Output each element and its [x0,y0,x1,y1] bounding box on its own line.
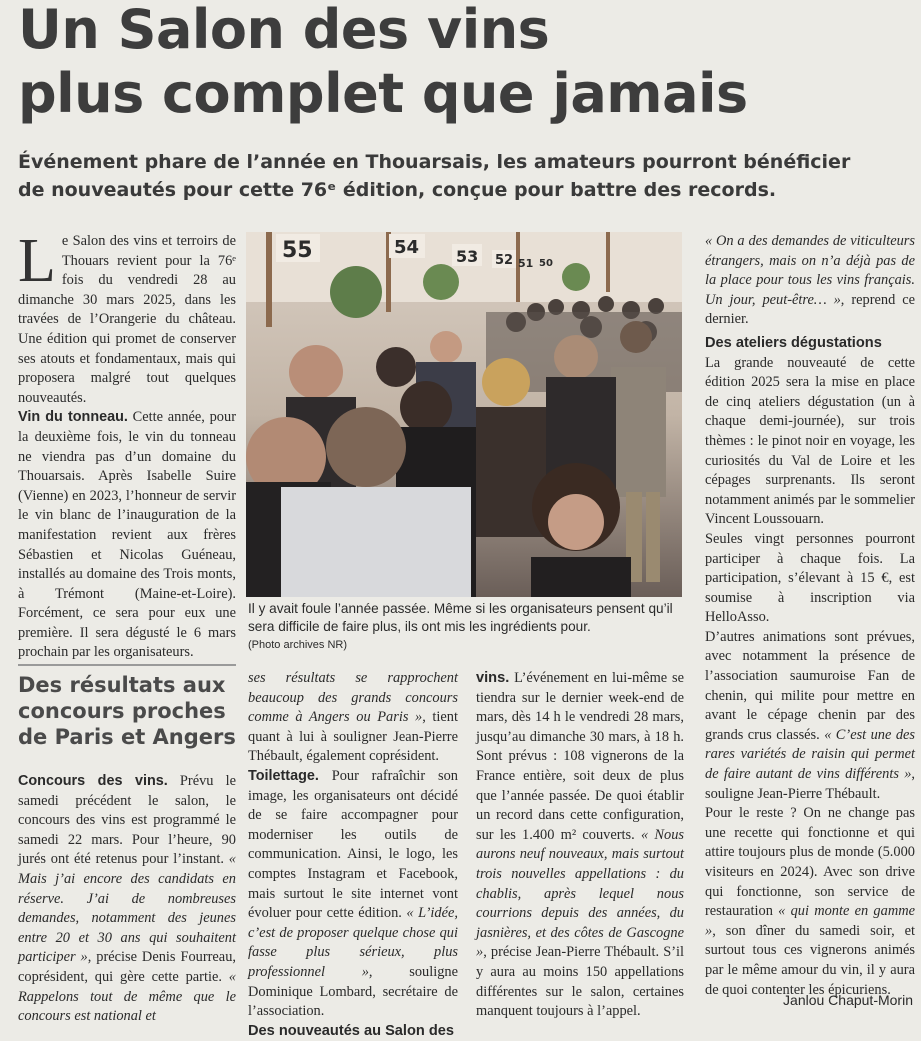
article-standfirst [18,148,908,204]
stand-number-51: 51 [518,257,534,270]
column-1-bottom [18,772,236,1027]
stand-number-55: 55 [282,238,313,263]
caption-text: Il y avait foule l’année passée. Même si les organisateurs pensent qu’il sera difficile de faire plus, ils ont mis les ingrédients pour. [248,601,673,634]
subhead-vins: vins. [476,670,510,686]
standfirst-line-1: Événement phare de l’année en Thouarsais, les amateurs pourront bénéficier [18,151,851,173]
lead-toilettage: Toilettage. [248,767,319,784]
column-4 [705,232,915,1000]
ateliers-paragraph: La grande nouveauté de cette édition 2025 sera la mise en place de cinq ateliers dégustation (un à chaque demi-journée), sur trois thèmes : le pinot noir en voyage, les curiosités du Val de Loire et les cépages surprenants. Ils seront notamment animés par le sommelier Vincent Loussouarn. [705,354,915,528]
column-3-bottom [476,669,684,1022]
reste-paragraph: Pour le reste ? On ne change pas une recette qui fonctionne et qui attire toujours plus de monde (5.000 visiteurs en 2024). Avec son drive qui fonctionne, son service de restauration « qui monte en gamme », son dîner du samedi soir, et surtout tous ces vignerons animés par le même amour du vin, il y aura de quoi contenter les épicuriens. [705,805,915,998]
photo-credit: (Photo archives NR) [248,639,348,651]
author-byline: Janlou Chaput-Morin [783,992,913,1008]
demandes-paragraph: « On a des demandes de viticulteurs étrangers, mais on n’a déjà pas de la place pour tous les vins français. Un jour, peut-être… », reprend ce dernier. [705,233,915,328]
headline-line-2: plus complet que jamais [18,62,748,125]
section-heading: Des résultats aux concours proches de Paris et Angers [18,673,236,749]
lead-concours-des-vins: Concours des vins. [18,773,168,789]
photo-caption [248,600,688,654]
evenement-paragraph: vins. L’événement en lui-même se tiendra sur le dernier week-end de mars, dès 14 h le vendredi 28 mars, jusqu’au dimanche 30 mars, à 18 h. Sont prévus : 108 vignerons de la France entière, soit deux de plus que l’année passée. De quoi établir un record dans cette configuration, sur les 1.400 m² couverts. « Nous aurons neuf nouveaux, mais surtout trois nouvelles appellations : du chablis, après lequel nous courrions depuis des années, du jasnières, et des côtes de Gascogne », précise Jean-Pierre Thébault. S’il y aura au moins 150 appellations différentes sur le salon, certaines manquent toujours à l’appel. [476,670,684,1020]
section-divider [18,664,236,666]
participation-paragraph: Seules vingt personnes pourront participer à chaque fois. La participation, s’élevant à 15 €, est soumise à inscription via HelloAsso. [705,530,915,626]
subhead-ateliers: Des ateliers dégustations [705,334,882,351]
stand-number-50: 50 [539,258,553,269]
article-headline [18,0,918,126]
column-1-top [18,227,236,663]
stand-number-53: 53 [456,247,479,266]
drop-cap: L [18,227,56,295]
column-2-bottom [248,669,458,1041]
resultats-paragraph: ses résultats se rapprochent beaucoup des grands concours comme à Angers ou Paris », tient quant à lui à souligner Jean-Pierre Thébault, également coprésident. [248,670,458,765]
lead-vin-du-tonneau: Vin du tonneau. [18,409,128,426]
concours-paragraph: Concours des vins. Prévu le samedi précédent le salon, le concours des vins est programmé le samedi 22 mars. Pour l’heure, 90 jurés ont été retenus pour l’instant. « Mais j’ai encore des candidats en réserve. J’ai de nombreuses demandes, notamment des jeunes entre 20 et 30 ans qui souhaitent participer », précise Denis Fourreau, coprésident, qui gère cette partie. « Rappelons tout de même que le concours est national et [18,773,236,1025]
subhead-nouveautes: Des nouveautés au Salon des [248,1022,455,1039]
intro-paragraph: Le Salon des vins et terroirs de Thouars revient pour la 76ᵉ fois du vendredi 28 au dimanche 30 mars 2025, dans les travées de l’Orangerie du château. Une édition qui promet de conserver ses atouts et fondamentaux, mais qui proposera malgré tout quelques nouveautés. [18,227,236,406]
toilettage-paragraph: Toilettage. Pour rafraîchir son image, les organisateurs ont décidé de se faire accompagner pour moderniser les outils de communication. Ainsi, le logo, les comptes Instagram et Facebook, mais surtout le site internet vont évoluer pour cette édition. « L’idée, c’est de proposer quelque chose qui fasse plus sérieux, plus professionnel », souligne Dominique Lombard, secrétaire de l’association. [248,767,458,1020]
standfirst-line-2: de nouveautés pour cette 76ᵉ édition, conçue pour battre des records. [18,179,777,201]
stand-number-54: 54 [394,237,420,258]
animations-paragraph: D’autres animations sont prévues, avec notamment la présence de l’association saumuroise Fan de chenin, qui milite pour mettre en avant le cépage chenin par des grands crus classés. « C’est une des rares variétés de raisin qui permet de faire autant de vins différents », souligne Jean-Pierre Thébault. [705,628,915,802]
headline-line-1: Un Salon des vins [18,0,550,61]
tonneau-paragraph: Vin du tonneau. Cette année, pour la deuxième fois, le vin du tonneau ne viendra pas d’un domaine du Thouarsais. Après Isabelle Suire (Vienne) en 2023, l’honneur de servir le vin blanc de l’inauguration de la manifestation revient aux frères Sébastien et Nicolas Guéneau, installés au domaine des Trois monts, à Trémont (Maine-et-Loire). Forcément, ce sera pour eux une première. Il sera dégusté le 6 mars prochain par les organisateurs. [18,409,236,661]
crowd-photo [246,232,682,597]
stand-number-52: 52 [495,253,514,268]
